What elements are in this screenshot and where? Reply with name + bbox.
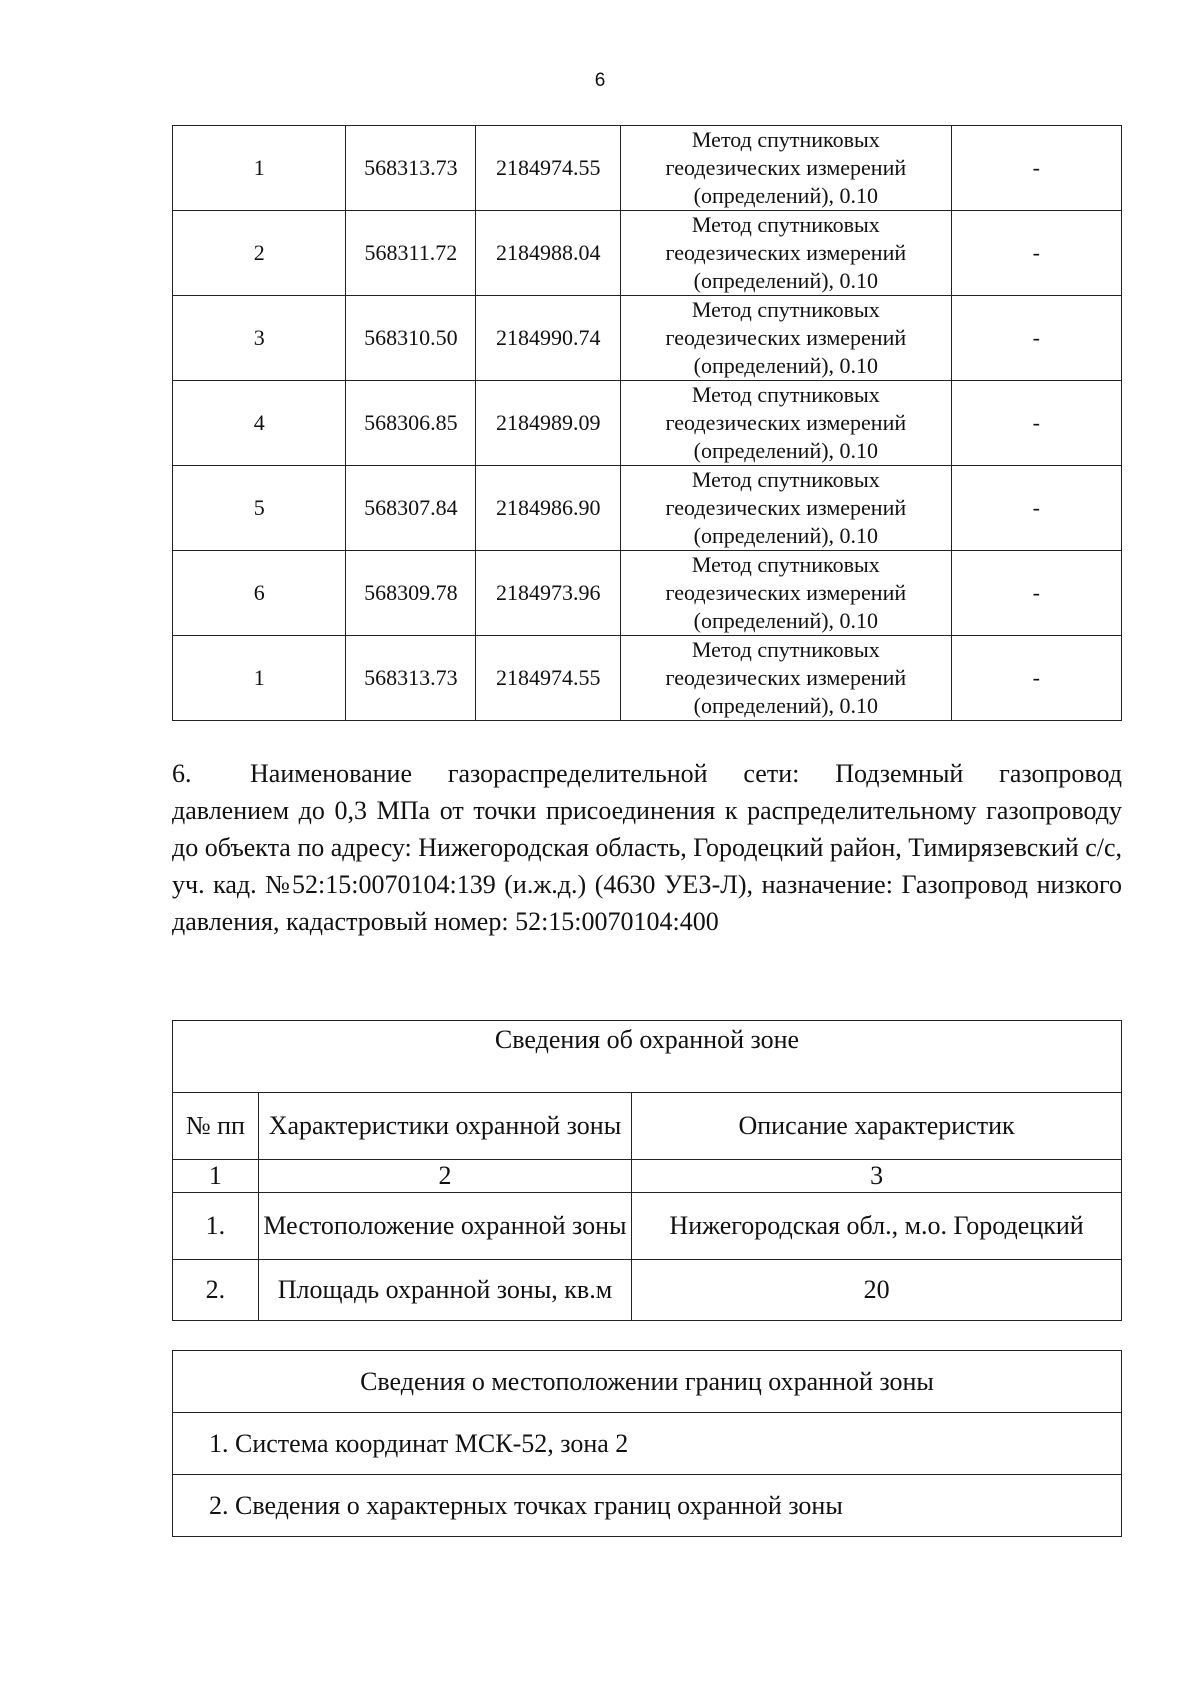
row-description: Нижегородская обл., м.о. Городецкий bbox=[632, 1193, 1122, 1260]
coordinates-table bbox=[172, 125, 1122, 721]
header-description: Описание характеристик bbox=[632, 1093, 1122, 1160]
y-coordinate-cell: 2184989.09 bbox=[476, 381, 621, 466]
table-row bbox=[173, 381, 1122, 466]
table-row bbox=[173, 636, 1122, 721]
method-line: Метод спутниковых bbox=[691, 552, 880, 577]
boundaries-table bbox=[172, 1350, 1122, 1537]
boundaries-item: 2. Сведения о характерных точках границ охранной зоны bbox=[173, 1475, 1122, 1537]
method-cell bbox=[621, 636, 951, 721]
y-coordinate-cell: 2184990.74 bbox=[476, 296, 621, 381]
x-coordinate-cell: 568313.73 bbox=[346, 126, 476, 211]
table-row bbox=[173, 1260, 1122, 1321]
point-number-cell: 2 bbox=[173, 211, 346, 296]
note-cell: - bbox=[951, 126, 1121, 211]
method-line: (определений), 0.10 bbox=[693, 268, 879, 293]
x-coordinate-cell: 568306.85 bbox=[346, 381, 476, 466]
method-line: (определений), 0.10 bbox=[693, 183, 879, 208]
y-coordinate-cell: 2184974.55 bbox=[476, 636, 621, 721]
method-line: (определений), 0.10 bbox=[693, 353, 879, 378]
note-cell: - bbox=[951, 466, 1121, 551]
note-cell: - bbox=[951, 551, 1121, 636]
point-number-cell: 1 bbox=[173, 126, 346, 211]
zone-table-title: Сведения об охранной зоне bbox=[173, 1021, 1122, 1093]
method-line: геодезических измерений bbox=[665, 580, 907, 605]
table-row bbox=[173, 296, 1122, 381]
row-description: 20 bbox=[632, 1260, 1122, 1321]
paragraph-text: Наименование газораспределительной сети: Подземный газопровод давлением до 0,3 МПа от точки присоединения к распределительному газопроводу до объекта по адресу: Нижегородская область, Городецкий район, Тимирязевский с/с, уч. кад. №52:15:0070104:139 (и.ж.д.) (4630 УЕЗ-Л), назначение: Газопровод низкого давления, кадастровый номер: 52:15:0070104:400 bbox=[172, 759, 1122, 936]
index-cell: 3 bbox=[632, 1160, 1122, 1193]
method-cell bbox=[621, 296, 951, 381]
method-line: геодезических измерений bbox=[665, 410, 907, 435]
method-line: Метод спутниковых bbox=[691, 297, 880, 322]
method-cell bbox=[621, 466, 951, 551]
y-coordinate-cell: 2184986.90 bbox=[476, 466, 621, 551]
method-line: (определений), 0.10 bbox=[693, 608, 879, 633]
method-cell bbox=[621, 381, 951, 466]
header-characteristics: Характеристики охранной зоны bbox=[258, 1093, 631, 1160]
note-cell: - bbox=[951, 211, 1121, 296]
method-line: геодезических измерений bbox=[665, 665, 907, 690]
boundaries-table-title: Сведения о местоположении границ охранной зоны bbox=[173, 1351, 1122, 1413]
method-cell bbox=[621, 551, 951, 636]
table-row bbox=[173, 466, 1122, 551]
row-characteristic: Местоположение охранной зоны bbox=[258, 1193, 631, 1260]
table-row bbox=[173, 126, 1122, 211]
row-characteristic: Площадь охранной зоны, кв.м bbox=[258, 1260, 631, 1321]
note-cell: - bbox=[951, 296, 1121, 381]
table-row bbox=[173, 211, 1122, 296]
point-number-cell: 6 bbox=[173, 551, 346, 636]
index-cell: 2 bbox=[258, 1160, 631, 1193]
method-line: Метод спутниковых bbox=[691, 212, 880, 237]
x-coordinate-cell: 568311.72 bbox=[346, 211, 476, 296]
method-line: геодезических измерений bbox=[665, 495, 907, 520]
y-coordinate-cell: 2184974.55 bbox=[476, 126, 621, 211]
point-number-cell: 4 bbox=[173, 381, 346, 466]
point-number-cell: 1 bbox=[173, 636, 346, 721]
method-line: геодезических измерений bbox=[665, 155, 907, 180]
method-line: (определений), 0.10 bbox=[693, 523, 879, 548]
x-coordinate-cell: 568313.73 bbox=[346, 636, 476, 721]
note-cell: - bbox=[951, 381, 1121, 466]
point-number-cell: 3 bbox=[173, 296, 346, 381]
method-line: Метод спутниковых bbox=[691, 382, 880, 407]
method-cell bbox=[621, 126, 951, 211]
table-row bbox=[173, 1193, 1122, 1260]
protection-zone-table bbox=[172, 1020, 1122, 1321]
method-line: Метод спутниковых bbox=[691, 467, 880, 492]
row-number: 2. bbox=[173, 1260, 259, 1321]
index-cell: 1 bbox=[173, 1160, 259, 1193]
method-cell bbox=[621, 211, 951, 296]
x-coordinate-cell: 568309.78 bbox=[346, 551, 476, 636]
network-description-paragraph bbox=[172, 755, 1122, 940]
method-line: (определений), 0.10 bbox=[693, 693, 879, 718]
x-coordinate-cell: 568307.84 bbox=[346, 466, 476, 551]
method-line: геодезических измерений bbox=[665, 240, 907, 265]
boundaries-item: 1. Система координат МСК-52, зона 2 bbox=[173, 1413, 1122, 1475]
page-number: 6 bbox=[594, 70, 606, 91]
paragraph-number: 6. bbox=[172, 759, 192, 788]
row-number: 1. bbox=[173, 1193, 259, 1260]
method-line: (определений), 0.10 bbox=[693, 438, 879, 463]
y-coordinate-cell: 2184973.96 bbox=[476, 551, 621, 636]
header-number: № пп bbox=[173, 1093, 259, 1160]
method-line: Метод спутниковых bbox=[691, 637, 880, 662]
x-coordinate-cell: 568310.50 bbox=[346, 296, 476, 381]
table-row bbox=[173, 551, 1122, 636]
y-coordinate-cell: 2184988.04 bbox=[476, 211, 621, 296]
method-line: Метод спутниковых bbox=[691, 127, 880, 152]
point-number-cell: 5 bbox=[173, 466, 346, 551]
method-line: геодезических измерений bbox=[665, 325, 907, 350]
note-cell: - bbox=[951, 636, 1121, 721]
